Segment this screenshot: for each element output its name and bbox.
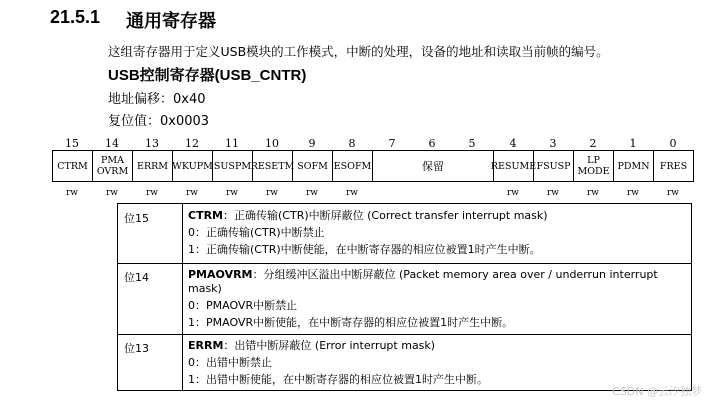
field-description (188, 339, 678, 387)
access-type: rw (506, 188, 519, 198)
bit-number: 2 (589, 137, 597, 150)
row-divider (118, 263, 691, 264)
description-line: 1：出错中断使能，在中断寄存器的相应位被置1时产生中断。 (188, 373, 488, 386)
column-divider (182, 204, 183, 390)
field-pdmn: PDMN (614, 151, 654, 181)
description-line: 0：正确传输(CTR)中断禁止 (188, 226, 325, 239)
field-title: ：正确传输(CTR)中断屏蔽位 (Correct transfer interrupt mask) (223, 209, 548, 222)
field-title: ：分组缓冲区溢出中断屏蔽位 (Packet memory area over / underrun interrupt mask) (188, 268, 658, 295)
field-suspm: SUSPM (213, 151, 253, 181)
bit-number: 1 (629, 137, 637, 150)
bit-number: 13 (145, 137, 159, 150)
access-type: rw (65, 188, 78, 198)
bit-number: 4 (509, 137, 517, 150)
bit-number-row (52, 137, 694, 151)
access-type: rw (546, 188, 559, 198)
bit-number: 5 (468, 137, 476, 150)
field-lpmode: LP MODE (574, 151, 614, 181)
field-errm: ERRM (133, 151, 173, 181)
section-title: 通用寄存器 (126, 11, 216, 32)
access-type: rw (105, 188, 118, 198)
field-pmaovrm: PMA OVRM (93, 151, 133, 181)
bit-number: 8 (348, 137, 356, 150)
bit-description-table (117, 203, 692, 391)
register-title: USB控制寄存器(USB_CNTR) (108, 67, 307, 84)
description-line: 1：正确传输(CTR)中断使能，在中断寄存器的相应位被置1时产生中断。 (188, 243, 541, 256)
access-type: rw (345, 188, 358, 198)
field-description (188, 209, 678, 257)
access-type: rw (225, 188, 238, 198)
reset-value: 复位值：0x0003 (108, 114, 210, 129)
bit-number: 3 (549, 137, 557, 150)
access-type: rw (145, 188, 158, 198)
bit-label: 位13 (124, 342, 149, 355)
field-reserved: 保留 (373, 151, 494, 181)
field-resume: RESUME (494, 151, 534, 181)
field-sofm: SOFM (293, 151, 333, 181)
access-type: rw (586, 188, 599, 198)
description-line: 0：出错中断禁止 (188, 356, 272, 369)
field-name: ERRM (188, 339, 224, 352)
bit-number: 9 (308, 137, 316, 150)
access-type-row (52, 188, 694, 202)
bit-number: 12 (185, 137, 199, 150)
bit-label: 位15 (124, 212, 149, 225)
description-line: 0：PMAOVR中断禁止 (188, 299, 298, 312)
field-description (188, 268, 678, 330)
bit-label: 位14 (124, 271, 149, 284)
address-offset: 地址偏移：0x40 (108, 92, 206, 107)
field-fsusp: FSUSP (534, 151, 574, 181)
access-type: rw (626, 188, 639, 198)
field-title: ：出错中断屏蔽位 (Error interrupt mask) (223, 339, 436, 352)
watermark: CSDN @云汐独梦 (612, 385, 702, 398)
field-name: PMAOVRM (188, 268, 253, 281)
intro-text: 这组寄存器用于定义USB模块的工作模式，中断的处理，设备的地址和读取当前帧的编号。 (108, 44, 609, 59)
bit-number: 0 (669, 137, 677, 150)
field-wkupm: WKUPM (173, 151, 213, 181)
access-type: rw (265, 188, 278, 198)
register-bit-fields (52, 150, 694, 182)
bit-number: 11 (225, 137, 239, 150)
bit-number: 14 (105, 137, 119, 150)
row-divider (118, 334, 691, 335)
bit-number: 6 (428, 137, 436, 150)
bit-number: 10 (265, 137, 279, 150)
field-name: CTRM (188, 209, 223, 222)
section-number: 21.5.1 (50, 7, 101, 27)
bit-number: 7 (388, 137, 396, 150)
field-esofm: ESOFM (333, 151, 373, 181)
description-line: 1：PMAOVR中断使能，在中断寄存器的相应位被置1时产生中断。 (188, 316, 514, 329)
field-resetm: RESETM (253, 151, 293, 181)
bit-number: 15 (65, 137, 79, 150)
access-type: rw (305, 188, 318, 198)
access-type: rw (185, 188, 198, 198)
access-type: rw (666, 188, 679, 198)
field-ctrm: CTRM (53, 151, 93, 181)
field-fres: FRES (659, 160, 688, 172)
